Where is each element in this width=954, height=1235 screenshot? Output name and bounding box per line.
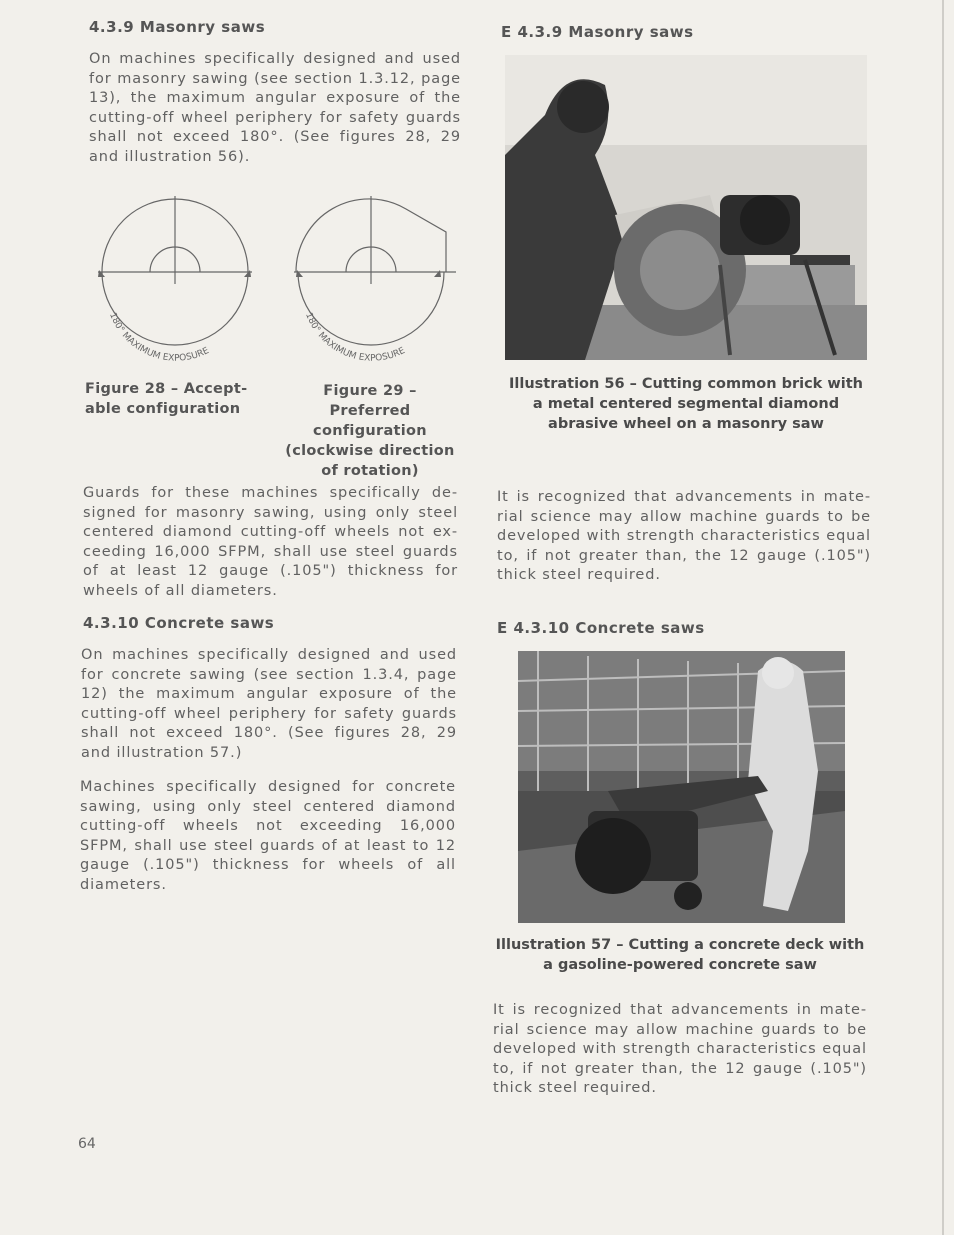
section-4-3-10-paragraph-1: On machines specifically designed and used for concrete sawing (see section 1.3.4, page 12) the maximum angular exposure of the cutting-off wheel periphery for safety guards shall not exceed 180°. (See figures 28, 29 and illustration 57.): [81, 647, 457, 761]
section-4-3-9-paragraph: On machines specifically designed and used for masonry sawing (see section 1.3.12, page 13), the maximum angular exposure of the cutting-off wheel periphery for safety guards shall not exceed 180°. (See figures 28, 29 and illustration 56).: [89, 51, 461, 165]
illustration-56-photo: [505, 55, 867, 360]
figure-28-caption: Figure 28 – Accept-able configuration: [85, 381, 248, 417]
guards-paragraph: Guards for these machines specifically de-signed for masonry sawing, using only steel centered diamond cutting-off wheels not ex-ceeding 16,000 SFPM, shall use steel guards of at least 12 gauge (.105") thickness for wheels of all diameters.: [83, 485, 458, 599]
illustration-57-caption: Illustration 57 – Cutting a concrete deck with a gasoline-powered concrete saw: [495, 937, 865, 973]
svg-text:180° MAXIMUM EXPOSURE: [303, 311, 407, 363]
figure-28-exposure-label: 180° MAXIMUM EXPOSURE: [107, 311, 211, 364]
figure-29-exposure-label: 180° MAXIMUM EXPOSURE: [303, 311, 407, 364]
figure-29-caption: Figure 29 – Preferred configuration (clockwise direction of rotation): [285, 383, 455, 479]
section-4-3-10-paragraph-2: Machines specifically designed for concrete sawing, using only steel centered diamond cutting-off wheels not exceeding 16,000 SFPM, shall use steel guards of at least to 12 gauge (.105") thickness for wheels of all diameters.: [80, 779, 456, 893]
e-4-3-9-paragraph: It is recognized that advancements in mate-rial science may allow machine guards to be developed with strength characteristics equal to, if not greater than, the 12 gauge (.105") thick steel required.: [497, 489, 871, 584]
illustration-57-photo: [518, 651, 845, 923]
section-4-3-9-heading: 4.3.9 Masonry saws: [89, 18, 266, 36]
section-4-3-10-heading: 4.3.10 Concrete saws: [83, 614, 275, 632]
figure-29-diagram: [288, 192, 463, 367]
e-4-3-9-heading: E 4.3.9 Masonry saws: [501, 23, 694, 41]
figure-28-diagram: [92, 192, 267, 367]
svg-text:180° MAXIMUM EXPOSURE: [107, 311, 211, 363]
e-4-3-10-heading: E 4.3.10 Concrete saws: [497, 619, 705, 637]
page-edge: [942, 0, 944, 1235]
e-4-3-10-paragraph: It is recognized that advancements in mate-rial science may allow machine guards to be developed with strength characteristics equal to, if not greater than, the 12 gauge (.105") thick steel required.: [493, 1002, 867, 1097]
page-number: 64: [78, 1136, 96, 1152]
illustration-56-caption: Illustration 56 – Cutting common brick with a metal centered segmental diamond abrasive wheel on a masonry saw: [509, 376, 863, 432]
